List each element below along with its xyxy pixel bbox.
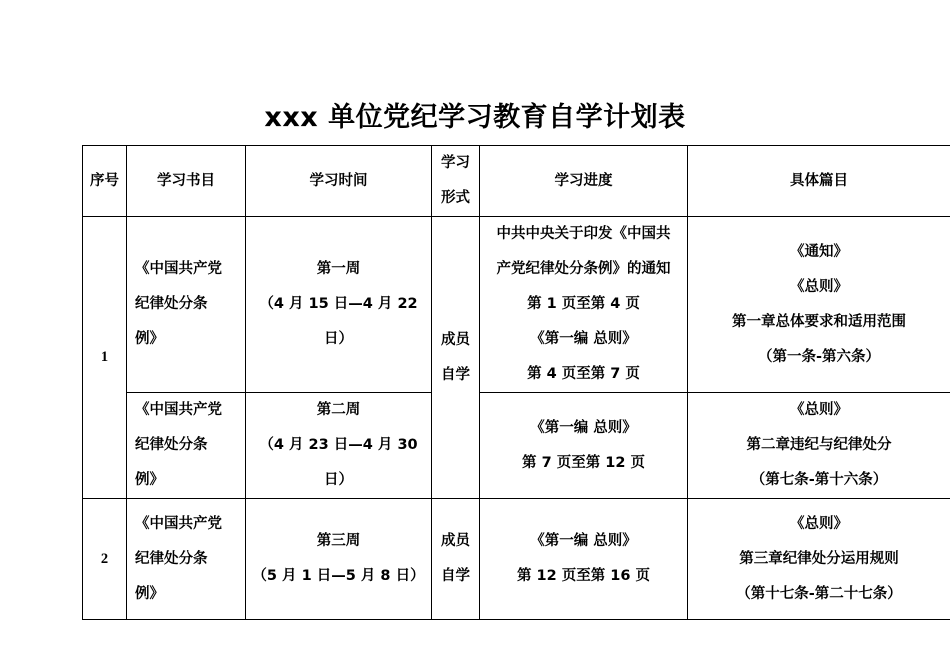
seq-cell: 1 bbox=[83, 217, 127, 499]
time-line: （4 月 15 日—4 月 22 bbox=[259, 296, 418, 312]
progress-line: 中共中央关于印发《中国共 bbox=[496, 226, 671, 242]
chapter-line: 《总则》 bbox=[790, 402, 848, 418]
progress-cell bbox=[480, 217, 688, 393]
progress-line: 《第一编 总则》 bbox=[530, 419, 637, 436]
chapter-line: 第二章违纪与纪律处分 bbox=[746, 437, 892, 453]
book-line: 《中国共产党 bbox=[135, 402, 222, 418]
book-line: 纪律处分条 bbox=[135, 550, 208, 567]
form-line: 成员 bbox=[441, 331, 470, 348]
time-line: 日） bbox=[324, 331, 353, 347]
table-row bbox=[83, 217, 950, 393]
page-title: xxx 单位党纪学习教育自学计划表 bbox=[264, 102, 686, 133]
time-cell bbox=[246, 217, 432, 393]
form-line: 自学 bbox=[441, 568, 470, 584]
chapter-line: 《通知》 bbox=[790, 243, 848, 260]
header-book: 学习书目 bbox=[127, 146, 246, 217]
header-row bbox=[83, 146, 950, 217]
time-line: （5 月 1 日—5 月 8 日） bbox=[252, 568, 425, 584]
chapter-line: （第一条-第六条） bbox=[757, 348, 881, 365]
study-plan-table bbox=[82, 145, 950, 620]
time-cell bbox=[246, 393, 432, 499]
table-row bbox=[83, 499, 950, 620]
chapter-line: 《总则》 bbox=[790, 278, 848, 295]
chapter-line: （第十七条-第二十七条） bbox=[736, 585, 902, 602]
book-line: 《中国共产党 bbox=[135, 515, 222, 532]
form-cell bbox=[432, 499, 480, 620]
book-line: 《中国共产党 bbox=[135, 261, 222, 277]
book-cell bbox=[127, 217, 246, 393]
chapter-line: 《总则》 bbox=[790, 515, 848, 532]
time-cell bbox=[246, 499, 432, 620]
chapters-cell bbox=[688, 217, 950, 393]
progress-line: 第 1 页至第 4 页 bbox=[527, 296, 640, 312]
time-line: 第一周 bbox=[316, 261, 361, 277]
book-line: 例》 bbox=[135, 472, 164, 488]
table-row bbox=[83, 393, 950, 499]
progress-cell bbox=[480, 499, 688, 620]
header-form bbox=[432, 146, 480, 217]
progress-line: 产党纪律处分条例》的通知 bbox=[496, 261, 671, 277]
chapter-line: 第一章总体要求和适用范围 bbox=[732, 313, 906, 330]
form-cell bbox=[432, 217, 480, 499]
book-line: 纪律处分条 bbox=[135, 437, 208, 453]
progress-line: 《第一编 总则》 bbox=[530, 331, 637, 347]
header-seq: 序号 bbox=[83, 146, 127, 217]
progress-line: 第 4 页至第 7 页 bbox=[527, 366, 640, 382]
progress-line: 第 12 页至第 16 页 bbox=[516, 568, 651, 584]
time-line: 第二周 bbox=[316, 402, 361, 418]
chapters-cell bbox=[688, 393, 950, 499]
progress-cell bbox=[480, 393, 688, 499]
time-line: （4 月 23 日—4 月 30 bbox=[259, 437, 418, 453]
chapter-line: 第三章纪律处分运用规则 bbox=[739, 550, 899, 567]
book-line: 例》 bbox=[135, 585, 164, 602]
book-line: 纪律处分条 bbox=[135, 296, 208, 312]
header-chapters: 具体篇目 bbox=[688, 146, 950, 217]
time-line: 第三周 bbox=[316, 533, 361, 549]
form-line: 成员 bbox=[441, 533, 470, 549]
progress-line: 第 7 页至第 12 页 bbox=[522, 454, 645, 471]
header-form-line2: 形式 bbox=[441, 190, 470, 206]
book-cell bbox=[127, 393, 246, 499]
book-cell bbox=[127, 499, 246, 620]
chapter-line: （第七条-第十六条） bbox=[750, 472, 888, 488]
header-form-line1: 学习 bbox=[441, 155, 470, 171]
chapters-cell bbox=[688, 499, 950, 620]
form-line: 自学 bbox=[441, 366, 470, 383]
seq-cell: 2 bbox=[83, 499, 127, 620]
time-line: 日） bbox=[324, 472, 353, 488]
progress-line: 《第一编 总则》 bbox=[530, 533, 637, 549]
header-progress: 学习进度 bbox=[480, 146, 688, 217]
header-time: 学习时间 bbox=[246, 146, 432, 217]
book-line: 例》 bbox=[135, 331, 164, 347]
